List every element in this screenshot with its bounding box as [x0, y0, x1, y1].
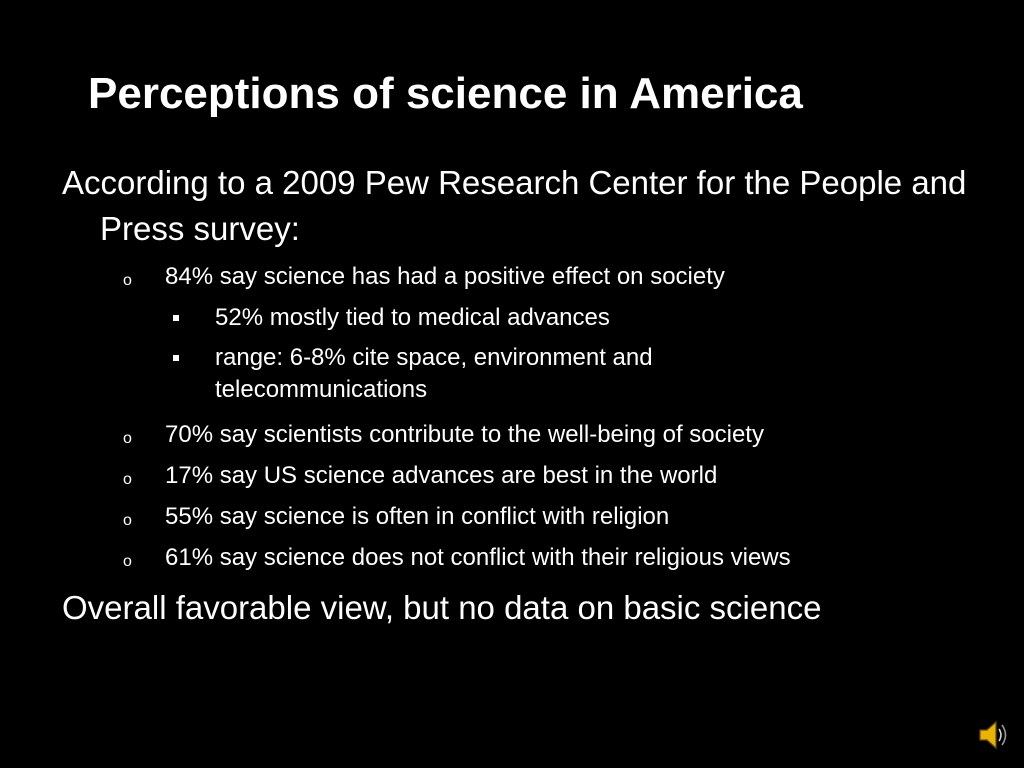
- conclusion-bullet: Overall favorable view, but no data on basic science: [62, 589, 822, 626]
- list-item-text: 84% say science has had a positive effect on society: [165, 263, 725, 290]
- hollow-circle-bullet-icon: o: [123, 512, 132, 529]
- speaker-icon[interactable]: [976, 718, 1010, 752]
- nested-list-item-text: range: 6-8% cite space, environment and telecommunications: [215, 344, 653, 403]
- square-bullet-icon: [173, 315, 179, 321]
- hollow-circle-bullet-icon: o: [123, 430, 132, 447]
- hollow-circle-bullet-icon: o: [123, 553, 132, 570]
- hollow-circle-bullet-icon: o: [123, 471, 132, 488]
- slide-title: Perceptions of science in America: [88, 69, 803, 118]
- intro-bullet: According to a 2009 Pew Research Center for the People and Press survey:: [62, 164, 967, 247]
- square-bullet-icon: [173, 355, 179, 361]
- list-item-text: 55% say science is often in conflict with religion: [165, 503, 670, 530]
- list-item-text: 61% say science does not conflict with their religious views: [165, 544, 791, 571]
- list-item-text: 17% say US science advances are best in the world: [165, 462, 718, 489]
- nested-list-item-text: 52% mostly tied to medical advances: [215, 304, 610, 331]
- list-item-text: 70% say scientists contribute to the well-being of society: [165, 421, 764, 448]
- hollow-circle-bullet-icon: o: [123, 272, 132, 289]
